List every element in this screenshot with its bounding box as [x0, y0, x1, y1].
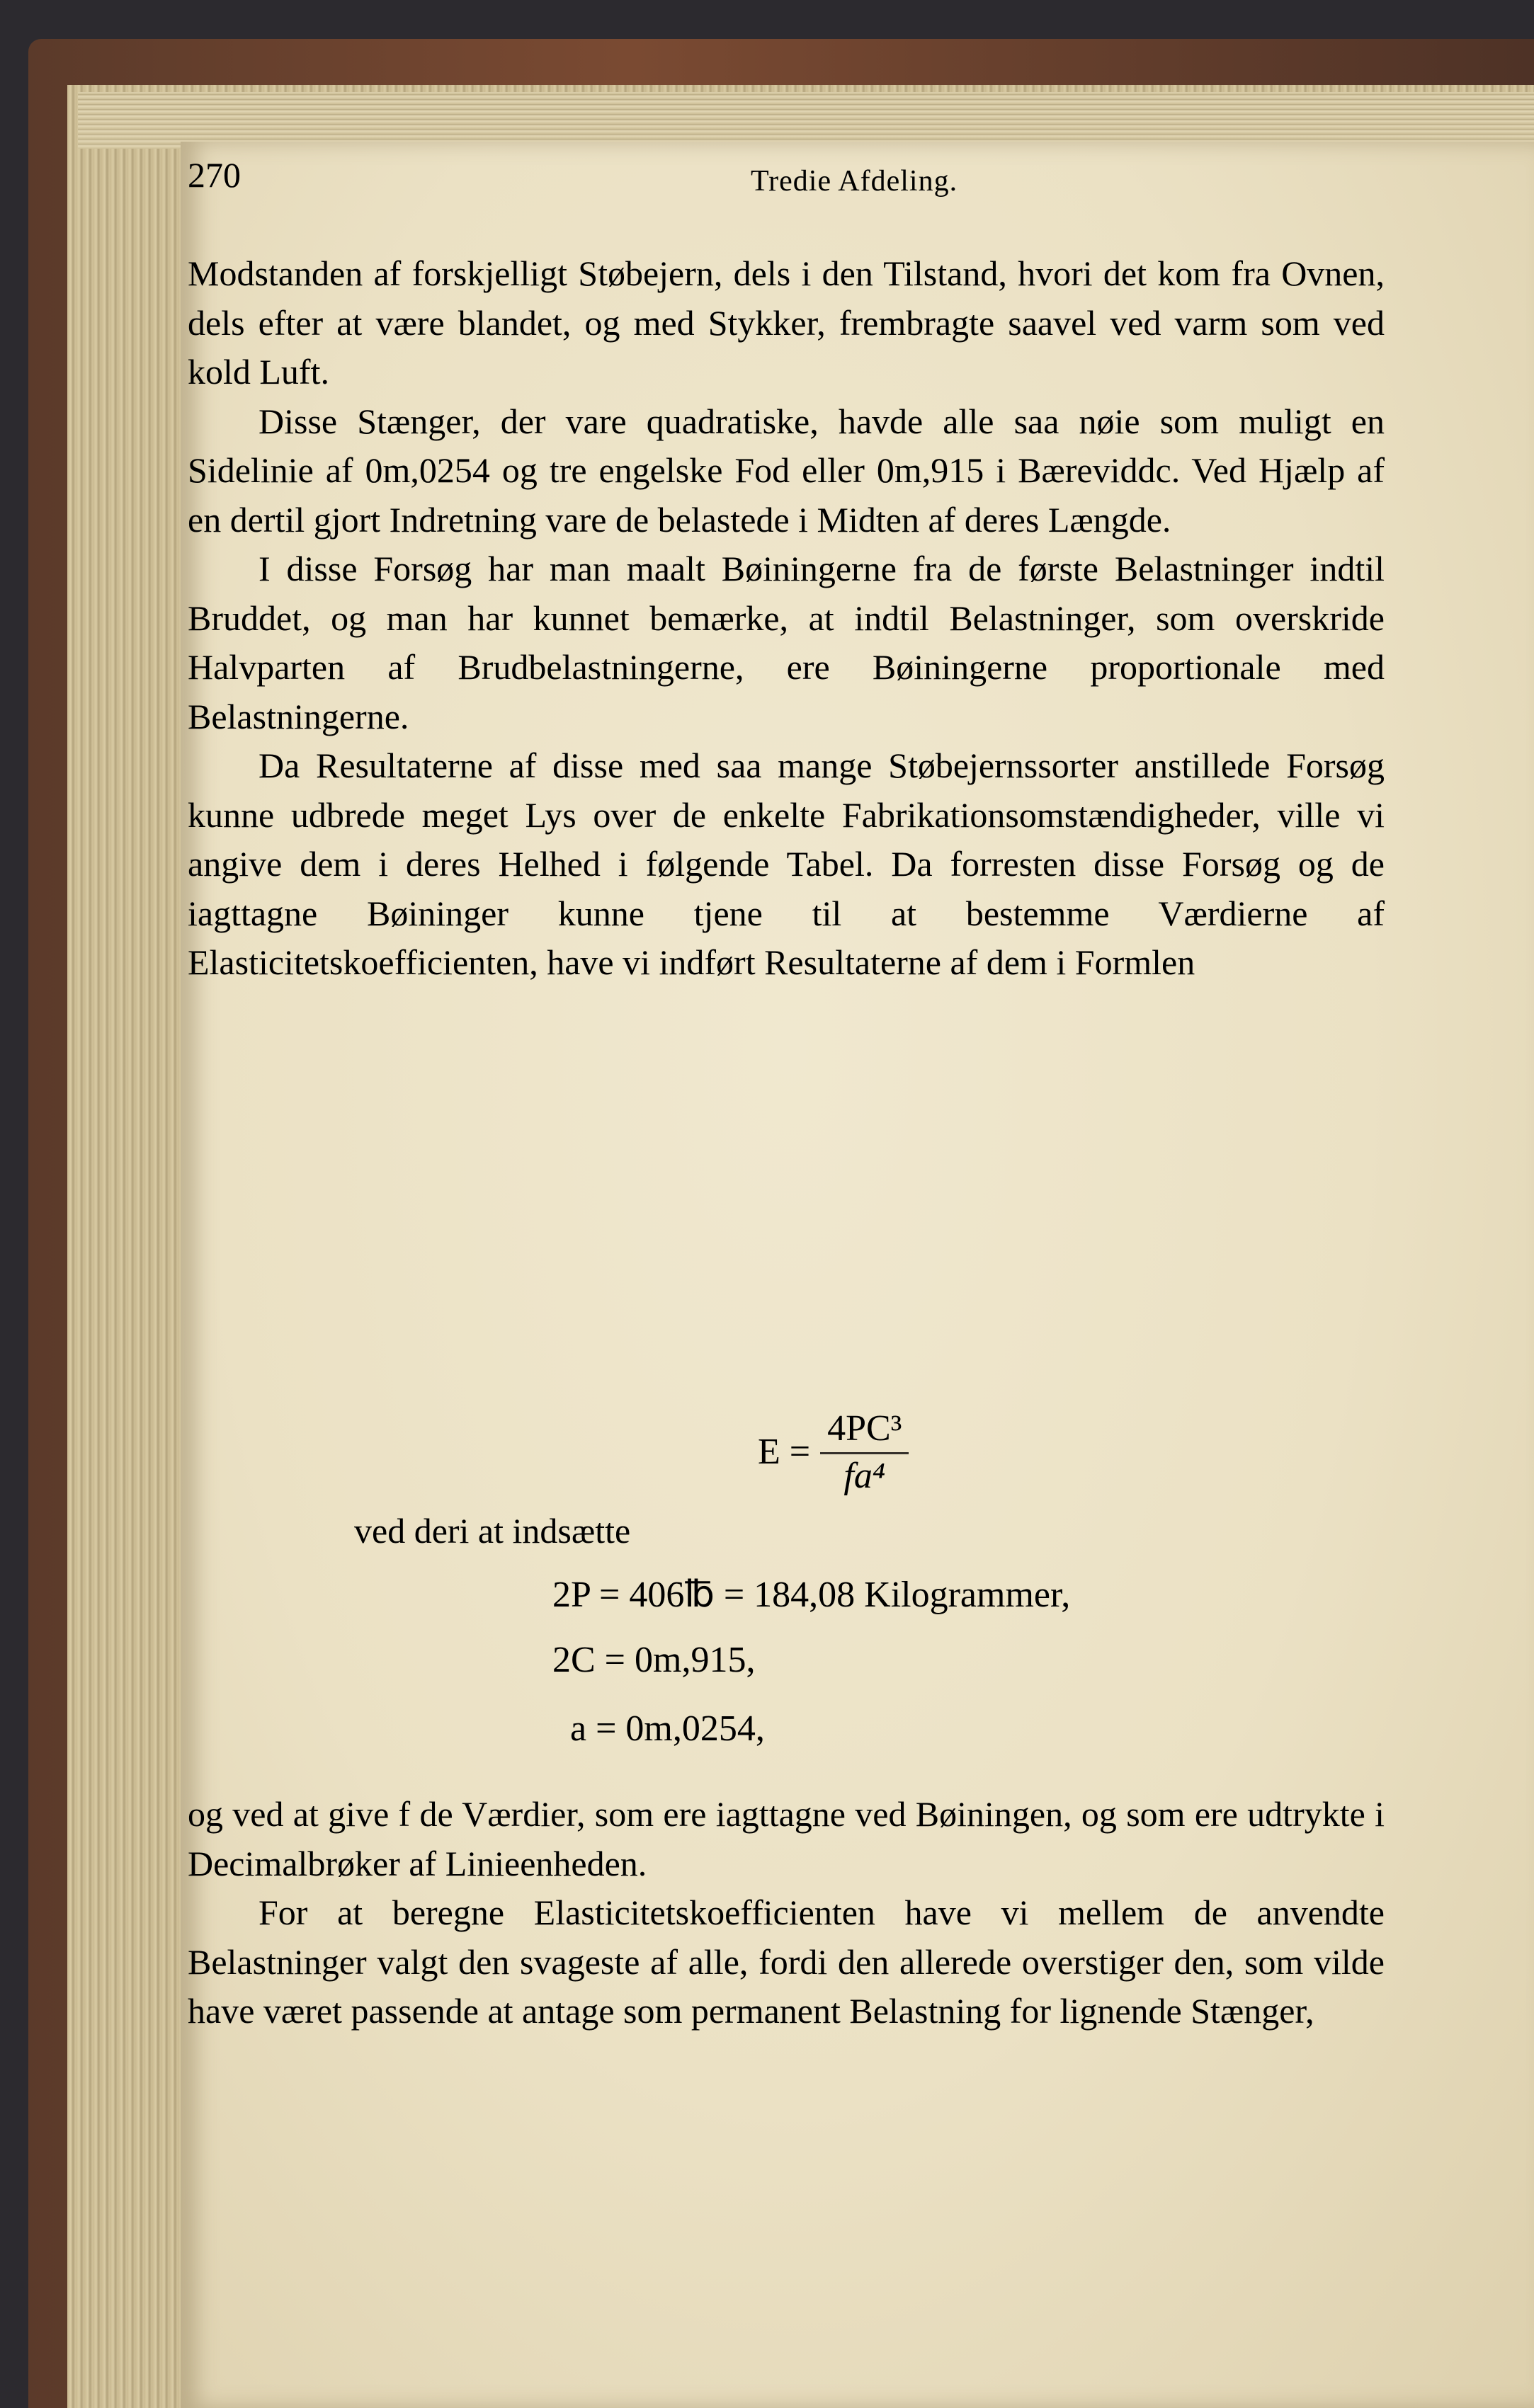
- paragraph: Modstanden af forskjelligt Støbejern, dels i den Tilstand, hvori det kom fra Ovnen, dels efter at være blandet, og med Stykker, frembragte saavel ved varm som ved kold Luft.: [188, 253, 1385, 392]
- assignment-line: 2C = 0m,915,: [552, 1640, 756, 1680]
- paragraph: Disse Stænger, der vare quadratiske, havde alle saa nøie som muligt en Sidelinie af 0m,0254 og tre engelske Fod eller 0m,915 i Bæreviddc. Ved Hjælp af en dertil gjort Indretning vare de belastede i Midten af deres Længde.: [188, 401, 1385, 540]
- formula-fraction: [820, 1405, 909, 1498]
- body-text-top: [188, 249, 1385, 988]
- top-page-edges: [78, 92, 1534, 149]
- assignment-intro: ved deri at indsætte: [354, 1511, 631, 1551]
- paragraph: For at beregne Elasticitetskoefficienten have vi mellem de anvendte Belastninger valgt den svageste af alle, fordi den allerede overstiger den, som vilde have været passende at antage som permanent Belastning for lignende Stænger,: [188, 1893, 1385, 2031]
- paragraph: og ved at give f de Værdier, som ere iagttagne ved Bøiningen, og som ere udtrykte i Decimalbrøker af Linieenheden.: [188, 1794, 1385, 1883]
- formula-lhs: E =: [758, 1432, 811, 1472]
- assignment-line: a = 0m,0254,: [570, 1708, 765, 1749]
- paragraph: I disse Forsøg har man maalt Bøiningerne fra de første Belastninger indtil Bruddet, og man har kunnet bemærke, at indtil Belastninger, som overskride Halvparten af Brudbelastningerne, ere Bøiningerne proportionale med Belastningerne.: [188, 549, 1385, 736]
- page-number: 270: [188, 155, 241, 195]
- formula: [758, 1405, 909, 1498]
- formula-numerator: 4PC³: [820, 1405, 909, 1454]
- formula-denominator: fa⁴: [843, 1456, 885, 1496]
- body-text-bottom: [188, 1790, 1385, 2036]
- assignment-line: 2P = 406℔ = 184,08 Kilogrammer,: [552, 1575, 1071, 1615]
- paragraph: Da Resultaterne af disse med saa mange Støbejernssorter anstillede Forsøg kunne udbrede meget Lys over de enkelte Fabrikationsomstændigheder, ville vi angive dem i deres Helhed i følgende Tabel. Da forresten disse Forsøg og de iagttagne Bøininger kunne tjene til at bestemme Værdierne af Elasticitetskoefficienten, have vi indført Resultaterne af dem i Formlen: [188, 746, 1385, 982]
- running-head: Tredie Afdeling.: [751, 165, 958, 198]
